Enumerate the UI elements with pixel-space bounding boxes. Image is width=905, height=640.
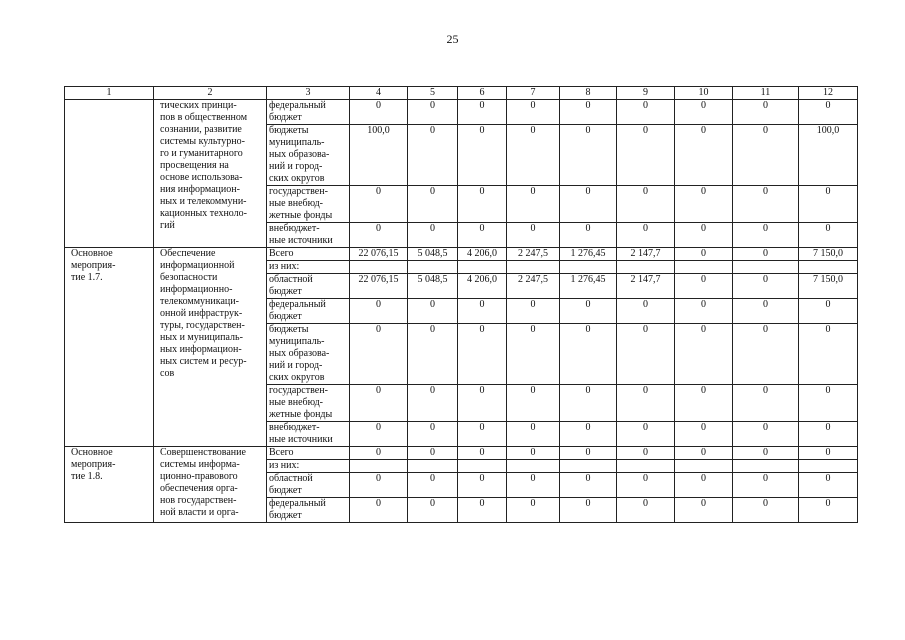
amount-cell: 0	[350, 324, 408, 385]
amount-cell: 0	[560, 186, 617, 223]
amount-cell: 5 048,5	[408, 248, 458, 261]
text-line: ных и телекоммуни-	[160, 196, 247, 207]
amount-cell: 0	[560, 100, 617, 125]
amount-cell	[458, 261, 507, 274]
funding-source-cell	[267, 498, 350, 523]
text-line: ских округов	[269, 372, 325, 383]
text-line: ний и город-	[269, 360, 323, 371]
amount-cell: 0	[507, 100, 560, 125]
activity-description-cell	[154, 447, 267, 523]
amount-cell: 0	[675, 324, 733, 385]
amount-cell: 2 147,7	[617, 248, 675, 261]
amount-cell: 0	[507, 473, 560, 498]
amount-cell: 0	[733, 274, 799, 299]
amount-cell: 0	[799, 186, 858, 223]
amount-cell: 0	[617, 473, 675, 498]
amount-cell: 0	[350, 186, 408, 223]
amount-cell: 0	[733, 473, 799, 498]
text-line: ных и муниципаль-	[160, 332, 243, 343]
amount-cell: 4 206,0	[458, 248, 507, 261]
text-line: государствен-	[269, 385, 328, 396]
funding-source-cell	[267, 299, 350, 324]
amount-cell: 22 076,15	[350, 274, 408, 299]
text-line: телекоммуникаци-	[160, 296, 239, 307]
activity-code-cell	[65, 248, 154, 447]
amount-cell	[675, 261, 733, 274]
amount-cell: 0	[458, 223, 507, 248]
amount-cell	[350, 261, 408, 274]
amount-cell: 0	[799, 223, 858, 248]
amount-cell: 0	[458, 385, 507, 422]
amount-cell: 0	[560, 324, 617, 385]
funding-source-cell	[267, 100, 350, 125]
text-line: Основное	[71, 248, 113, 259]
amount-cell: 0	[350, 299, 408, 324]
funding-source-cell	[267, 186, 350, 223]
amount-cell: 0	[408, 324, 458, 385]
text-line: ний и город-	[269, 161, 323, 172]
text-line: информационно-	[160, 284, 233, 295]
funding-source-cell	[267, 385, 350, 422]
text-line: информационной	[160, 260, 235, 271]
text-line: онной инфраструк-	[160, 308, 243, 319]
text-line: областной	[269, 274, 313, 285]
text-line: гий	[160, 220, 175, 231]
text-line: просвещения на	[160, 160, 229, 171]
amount-cell: 0	[458, 422, 507, 447]
amount-cell: 0	[350, 422, 408, 447]
text-line: обеспечения орга-	[160, 483, 238, 494]
text-line: сов	[160, 368, 175, 379]
text-line: Обеспечение	[160, 248, 216, 259]
text-line: государствен-	[269, 186, 328, 197]
text-line: ные источники	[269, 434, 333, 445]
text-line: ных образова-	[269, 149, 330, 160]
amount-cell: 0	[799, 385, 858, 422]
amount-cell: 0	[799, 324, 858, 385]
amount-cell: 2 247,5	[507, 274, 560, 299]
funding-source-cell	[267, 248, 350, 261]
amount-cell: 1 276,45	[560, 248, 617, 261]
amount-cell: 0	[799, 498, 858, 523]
amount-cell: 0	[507, 447, 560, 460]
amount-cell: 0	[458, 186, 507, 223]
amount-cell: 0	[675, 473, 733, 498]
amount-cell: 0	[617, 385, 675, 422]
amount-cell	[799, 460, 858, 473]
amount-cell: 0	[507, 125, 560, 186]
amount-cell: 0	[350, 473, 408, 498]
amount-cell: 0	[675, 125, 733, 186]
text-line: ной власти и орга-	[160, 507, 239, 518]
amount-cell: 0	[733, 100, 799, 125]
amount-cell: 100,0	[350, 125, 408, 186]
amount-cell: 0	[350, 223, 408, 248]
amount-cell: 0	[617, 299, 675, 324]
text-line: системы культурно-	[160, 136, 245, 147]
text-line: тие 1.7.	[71, 272, 103, 283]
amount-cell: 0	[458, 473, 507, 498]
amount-cell: 0	[675, 274, 733, 299]
header-cell: 3	[267, 87, 350, 100]
text-line: областной	[269, 473, 313, 484]
text-line: бюджет	[269, 112, 302, 123]
amount-cell: 7 150,0	[799, 274, 858, 299]
amount-cell: 0	[350, 385, 408, 422]
amount-cell: 0	[675, 248, 733, 261]
amount-cell: 22 076,15	[350, 248, 408, 261]
amount-cell: 0	[408, 473, 458, 498]
funding-source-cell	[267, 447, 350, 460]
amount-cell: 0	[675, 186, 733, 223]
amount-cell	[617, 460, 675, 473]
text-line: тических принци-	[160, 100, 237, 111]
amount-cell	[408, 460, 458, 473]
amount-cell: 0	[733, 324, 799, 385]
text-line: ния информацион-	[160, 184, 240, 195]
amount-cell: 7 150,0	[799, 248, 858, 261]
amount-cell: 0	[408, 186, 458, 223]
amount-cell: 0	[675, 498, 733, 523]
amount-cell: 1 276,45	[560, 274, 617, 299]
amount-cell: 0	[507, 186, 560, 223]
amount-cell: 0	[733, 186, 799, 223]
amount-cell: 100,0	[799, 125, 858, 186]
amount-cell: 0	[458, 498, 507, 523]
amount-cell	[733, 261, 799, 274]
amount-cell: 0	[458, 100, 507, 125]
amount-cell	[408, 261, 458, 274]
header-cell: 10	[675, 87, 733, 100]
amount-cell: 0	[560, 299, 617, 324]
header-row	[65, 87, 858, 100]
text-line: бюджет	[269, 311, 302, 322]
text-line: пов в общественном	[160, 112, 248, 123]
header-cell: 6	[458, 87, 507, 100]
text-line: бюджет	[269, 510, 302, 521]
text-line: Совершенствование	[160, 447, 246, 458]
amount-cell: 0	[350, 498, 408, 523]
text-line: федеральный	[269, 498, 326, 509]
activity-description-cell	[154, 100, 267, 248]
text-line: бюджет	[269, 485, 302, 496]
text-line: муниципаль-	[269, 137, 325, 148]
text-line: ских округов	[269, 173, 325, 184]
amount-cell: 0	[733, 447, 799, 460]
text-line: системы информа-	[160, 459, 240, 470]
amount-cell: 0	[507, 498, 560, 523]
text-line: жетные фонды	[269, 409, 333, 420]
text-line: туры, государствен-	[160, 320, 245, 331]
text-line: жетные фонды	[269, 210, 333, 221]
table-row	[65, 447, 858, 460]
header-cell: 4	[350, 87, 408, 100]
text-line: муниципаль-	[269, 336, 325, 347]
amount-cell: 0	[617, 422, 675, 447]
header-cell: 11	[733, 87, 799, 100]
text-line: ные источники	[269, 235, 333, 246]
amount-cell: 0	[560, 223, 617, 248]
amount-cell	[675, 460, 733, 473]
amount-cell: 0	[560, 385, 617, 422]
amount-cell: 0	[408, 385, 458, 422]
text-line: кационных техноло-	[160, 208, 247, 219]
text-line: ные внебюд-	[269, 397, 323, 408]
amount-cell: 0	[617, 447, 675, 460]
funding-source-cell	[267, 125, 350, 186]
amount-cell: 0	[458, 125, 507, 186]
amount-cell: 0	[507, 385, 560, 422]
amount-cell: 0	[733, 299, 799, 324]
funding-source-cell	[267, 324, 350, 385]
funding-source-cell	[267, 473, 350, 498]
amount-cell: 0	[560, 498, 617, 523]
amount-cell: 0	[408, 100, 458, 125]
activity-code-cell	[65, 100, 154, 248]
amount-cell: 5 048,5	[408, 274, 458, 299]
header-cell: 2	[154, 87, 267, 100]
amount-cell: 0	[675, 447, 733, 460]
amount-cell: 0	[560, 422, 617, 447]
text-line: ных информацион-	[160, 344, 242, 355]
amount-cell: 4 206,0	[458, 274, 507, 299]
text-line: бюджет	[269, 286, 302, 297]
amount-cell: 0	[408, 498, 458, 523]
header-cell: 5	[408, 87, 458, 100]
amount-cell: 0	[458, 447, 507, 460]
amount-cell: 0	[617, 498, 675, 523]
text-line: федеральный	[269, 100, 326, 111]
text-line: ных систем и ресур-	[160, 356, 247, 367]
activity-description-cell	[154, 248, 267, 447]
amount-cell	[350, 460, 408, 473]
amount-cell: 0	[733, 223, 799, 248]
funding-source-cell	[267, 261, 350, 274]
amount-cell: 0	[507, 223, 560, 248]
amount-cell	[560, 460, 617, 473]
table-row	[65, 248, 858, 261]
amount-cell: 0	[799, 100, 858, 125]
header-cell: 12	[799, 87, 858, 100]
amount-cell: 0	[507, 299, 560, 324]
amount-cell: 0	[675, 422, 733, 447]
amount-cell: 0	[733, 248, 799, 261]
amount-cell: 2 147,7	[617, 274, 675, 299]
header-cell: 9	[617, 87, 675, 100]
text-line: нов государствен-	[160, 495, 237, 506]
text-line: федеральный	[269, 299, 326, 310]
amount-cell: 0	[799, 299, 858, 324]
table-row	[65, 100, 858, 125]
funding-source-cell	[267, 223, 350, 248]
text-line: Всего	[269, 447, 294, 458]
amount-cell: 0	[350, 447, 408, 460]
amount-cell: 0	[408, 223, 458, 248]
amount-cell: 0	[799, 447, 858, 460]
text-line: из них:	[269, 460, 300, 471]
amount-cell: 0	[617, 125, 675, 186]
amount-cell: 0	[507, 422, 560, 447]
text-line: основе использова-	[160, 172, 243, 183]
amount-cell	[799, 261, 858, 274]
text-line: ционно-правового	[160, 471, 238, 482]
amount-cell: 0	[675, 385, 733, 422]
amount-cell	[733, 460, 799, 473]
amount-cell: 0	[458, 299, 507, 324]
amount-cell	[458, 460, 507, 473]
amount-cell	[560, 261, 617, 274]
amount-cell: 0	[350, 100, 408, 125]
text-line: ных образова-	[269, 348, 330, 359]
text-line: сознании, развитие	[160, 124, 242, 135]
amount-cell: 0	[408, 422, 458, 447]
text-line: бюджеты	[269, 324, 309, 335]
text-line: мероприя-	[71, 260, 116, 271]
amount-cell: 0	[733, 498, 799, 523]
amount-cell: 0	[733, 125, 799, 186]
text-line: внебюджет-	[269, 223, 320, 234]
amount-cell: 0	[617, 223, 675, 248]
text-line: мероприя-	[71, 459, 116, 470]
amount-cell	[507, 460, 560, 473]
amount-cell: 0	[675, 100, 733, 125]
header-cell: 1	[65, 87, 154, 100]
amount-cell: 0	[675, 223, 733, 248]
text-line: внебюджет-	[269, 422, 320, 433]
funding-source-cell	[267, 460, 350, 473]
amount-cell: 0	[560, 447, 617, 460]
page-number: 25	[446, 32, 459, 46]
amount-cell: 0	[507, 324, 560, 385]
text-line: ные внебюд-	[269, 198, 323, 209]
amount-cell: 2 247,5	[507, 248, 560, 261]
funding-source-cell	[267, 274, 350, 299]
amount-cell: 0	[408, 447, 458, 460]
activity-code-cell	[65, 447, 154, 523]
funding-source-cell	[267, 422, 350, 447]
amount-cell	[507, 261, 560, 274]
amount-cell: 0	[408, 125, 458, 186]
amount-cell: 0	[617, 324, 675, 385]
text-line: из них:	[269, 261, 300, 272]
amount-cell: 0	[408, 299, 458, 324]
text-line: тие 1.8.	[71, 471, 103, 482]
text-line: Всего	[269, 248, 294, 259]
header-cell: 7	[507, 87, 560, 100]
amount-cell	[617, 261, 675, 274]
budget-table	[64, 86, 858, 523]
amount-cell: 0	[733, 422, 799, 447]
text-line: го и гуманитарного	[160, 148, 243, 159]
amount-cell: 0	[560, 473, 617, 498]
amount-cell: 0	[458, 324, 507, 385]
amount-cell: 0	[560, 125, 617, 186]
amount-cell: 0	[617, 186, 675, 223]
text-line: бюджеты	[269, 125, 309, 136]
amount-cell: 0	[675, 299, 733, 324]
amount-cell: 0	[799, 473, 858, 498]
amount-cell: 0	[733, 385, 799, 422]
text-line: безопасности	[160, 272, 218, 283]
amount-cell: 0	[617, 100, 675, 125]
header-cell: 8	[560, 87, 617, 100]
text-line: Основное	[71, 447, 113, 458]
amount-cell: 0	[799, 422, 858, 447]
